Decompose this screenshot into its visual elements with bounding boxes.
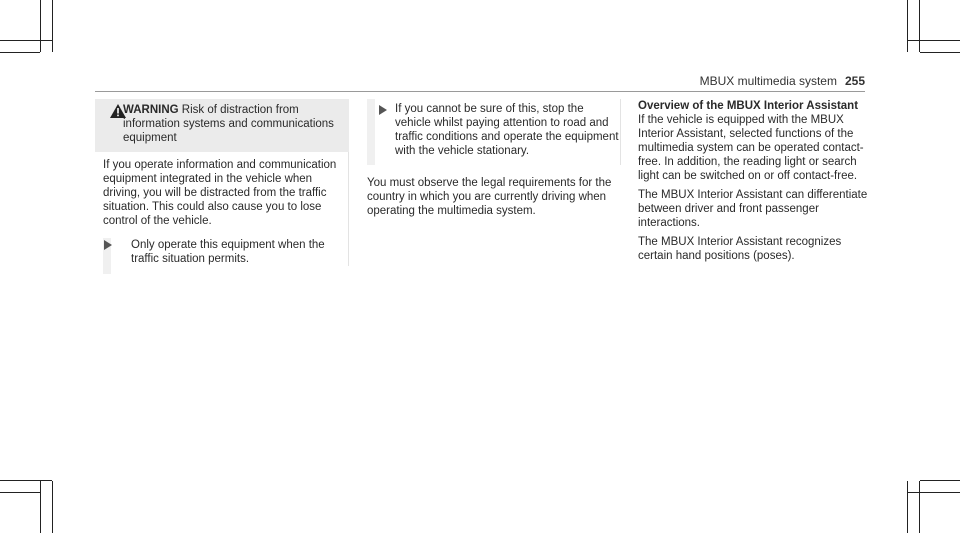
crop-mark: [0, 480, 52, 481]
warning-instruction: [103, 238, 340, 266]
page-header: [95, 74, 865, 92]
crop-mark: [0, 40, 52, 41]
warning-body: [95, 152, 349, 266]
header-rule: [95, 91, 865, 92]
warning-heading: [123, 103, 341, 145]
overview-section: [638, 99, 868, 268]
crop-mark: [907, 481, 908, 533]
warning-title: WARNING: [123, 104, 179, 116]
crop-mark: [908, 40, 960, 41]
warning-header: [95, 99, 349, 152]
crop-mark: [0, 492, 40, 493]
crop-mark: [919, 481, 920, 533]
crop-mark: [40, 0, 41, 52]
page-number: 255: [844, 74, 865, 88]
crop-mark: [40, 481, 41, 533]
warning-triangle-icon: [109, 103, 127, 119]
instruction-bar: [367, 99, 375, 165]
overview-paragraph-1: If the vehicle is equipped with the MBUX Interior Assistant, selected functions of the multimedia system can be operated contact-free. In addition, the reading light or search light can be switched on or off contact-free.: [638, 114, 864, 182]
instruction-box: [367, 99, 621, 165]
crop-mark: [908, 492, 960, 493]
crop-mark: [52, 481, 53, 533]
warning-text: If you operate information and communication equipment integrated in the vehicle when driving, you will be distracted from the traffic situation. This could also cause you to lose control of the vehicle.: [103, 159, 337, 227]
section-title: MBUX multimedia system: [699, 74, 837, 88]
crop-mark: [0, 52, 40, 53]
arrow-right-icon: [104, 240, 112, 250]
instruction-text: Only operate this equipment when the traffic situation permits.: [131, 239, 325, 265]
warning-box: [95, 99, 349, 265]
overview-title: Overview of the MBUX Interior Assistant: [638, 100, 859, 112]
overview-paragraph-2: The MBUX Interior Assistant can differentiate between driver and front passenger interactions.: [638, 189, 868, 229]
legal-paragraph: You must observe the legal requirements for the country in which you are currently driving when operating the multimedia system.: [367, 177, 612, 217]
crop-mark: [920, 52, 960, 53]
instruction-text: If you cannot be sure of this, stop the vehicle whilst paying attention to road and traffic conditions and operate the equipment with the vehicle stationary.: [395, 103, 619, 157]
crop-mark: [52, 0, 53, 52]
crop-mark: [907, 0, 908, 52]
warning-heading-text: Risk of distraction from information systems and communications equipment: [123, 104, 334, 144]
overview-paragraph-3: The MBUX Interior Assistant recognizes certain hand positions (poses).: [638, 236, 842, 262]
header-text: [700, 74, 865, 88]
crop-mark: [920, 480, 960, 481]
crop-mark: [919, 0, 920, 52]
arrow-right-icon: [379, 105, 387, 115]
